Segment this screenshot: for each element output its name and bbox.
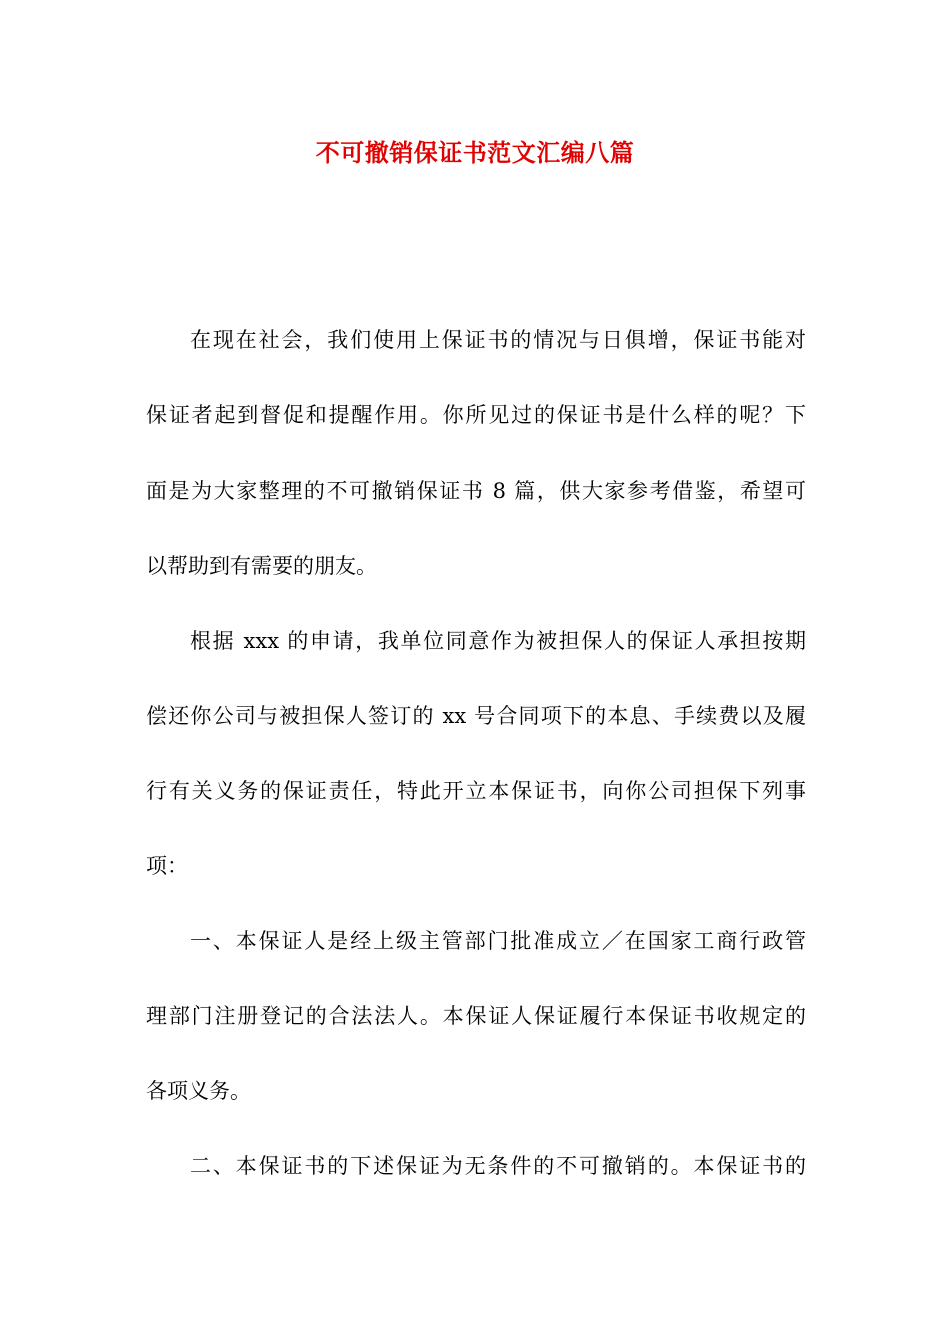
document-title: 不可撤销保证书范文汇编八篇 [315,138,635,167]
paragraph-line: 根据 xxx 的申请，我单位同意作为被担保人的保证人承担按期 [190,629,806,653]
paragraph-line: 项： [146,854,188,878]
paragraph-line: 偿还你公司与被担保人签订的 xx 号合同项下的本息、手续费以及履 [146,704,806,728]
paragraph-line: 理部门注册登记的合法法人。本保证人保证履行本保证书收规定的 [146,1004,806,1028]
paragraph-line: 行有关义务的保证责任，特此开立本保证书，向你公司担保下列事 [146,779,806,803]
paragraph-line: 保证者起到督促和提醒作用。你所见过的保证书是什么样的呢？下 [146,403,806,427]
paragraph-line: 面是为大家整理的不可撤销保证书 8 篇，供大家参考借鉴，希望可 [146,479,806,503]
paragraph-line: 二、本保证书的下述保证为无条件的不可撤销的。本保证书的 [190,1154,806,1178]
paragraph-line: 一、本保证人是经上级主管部门批准成立／在国家工商行政管 [190,929,806,953]
paragraph-line: 各项义务。 [146,1079,251,1103]
paragraph-line: 在现在社会，我们使用上保证书的情况与日俱增，保证书能对 [190,328,806,352]
paragraph-line: 以帮助到有需要的朋友。 [146,554,377,578]
